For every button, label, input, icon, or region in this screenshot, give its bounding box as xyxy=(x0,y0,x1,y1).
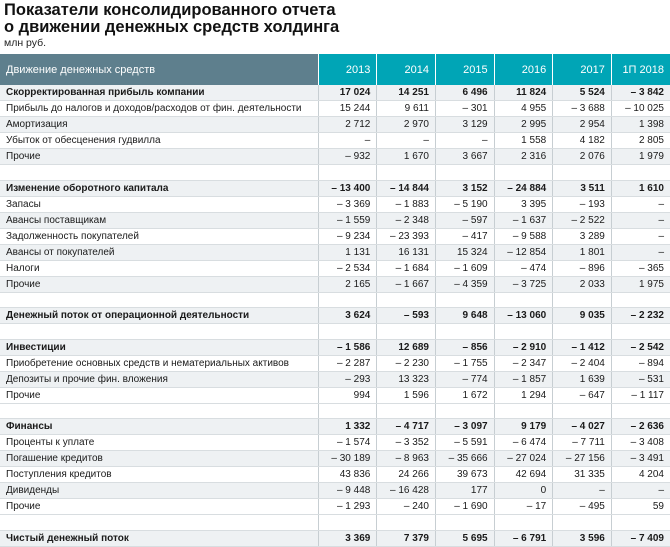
spacer-cell xyxy=(0,324,318,340)
value-cell: – 3 725 xyxy=(494,276,553,292)
value-cell: 43 836 xyxy=(318,467,377,483)
spacer-cell xyxy=(0,292,318,308)
row-label: Убыток от обесценения гудвилла xyxy=(0,133,318,149)
section-total-row xyxy=(0,339,670,355)
value-cell: – 1 637 xyxy=(494,212,553,228)
value-cell: – 4 027 xyxy=(553,419,612,435)
value-cell: – 7 711 xyxy=(553,435,612,451)
value-cell: – 14 844 xyxy=(377,180,436,196)
spacer-cell xyxy=(553,165,612,181)
value-cell: 1 670 xyxy=(377,149,436,165)
value-cell: – 2 347 xyxy=(494,355,553,371)
spacer-cell xyxy=(377,403,436,419)
value-cell: 59 xyxy=(611,499,670,515)
value-cell: 1 639 xyxy=(553,371,612,387)
value-cell: 9 611 xyxy=(377,101,436,117)
spacer-cell xyxy=(318,403,377,419)
value-cell: – 16 428 xyxy=(377,483,436,499)
table-row xyxy=(0,483,670,499)
spacer-cell xyxy=(611,324,670,340)
table-row xyxy=(0,244,670,260)
row-label: Прибыль до налогов и доходов/расходов от фин. деятельности xyxy=(0,101,318,117)
value-cell: 2 165 xyxy=(318,276,377,292)
value-cell: 4 955 xyxy=(494,101,553,117)
value-cell: – xyxy=(611,483,670,499)
spacer-cell xyxy=(553,515,612,531)
title-line-1: Показатели консолидированного отчета xyxy=(4,1,336,19)
value-cell: – 6 474 xyxy=(494,435,553,451)
table-row xyxy=(0,133,670,149)
value-cell: 9 648 xyxy=(435,308,494,324)
value-cell: – 3 491 xyxy=(611,451,670,467)
spacer-cell xyxy=(435,292,494,308)
value-cell: – xyxy=(611,196,670,212)
value-cell: 1 672 xyxy=(435,387,494,403)
value-cell: – 3 408 xyxy=(611,435,670,451)
value-cell: – 30 189 xyxy=(318,451,377,467)
value-cell: 6 496 xyxy=(435,85,494,101)
value-cell: 11 824 xyxy=(494,85,553,101)
row-label: Прочие xyxy=(0,276,318,292)
spacer-cell xyxy=(611,165,670,181)
value-cell: – 2 534 xyxy=(318,260,377,276)
value-cell: – 932 xyxy=(318,149,377,165)
value-cell: 24 266 xyxy=(377,467,436,483)
column-header-2014: 2014 xyxy=(377,54,436,85)
value-cell: – 2 636 xyxy=(611,419,670,435)
value-cell: 2 316 xyxy=(494,149,553,165)
spacer-row xyxy=(0,165,670,181)
spacer-row xyxy=(0,515,670,531)
value-cell: 3 667 xyxy=(435,149,494,165)
table-row xyxy=(0,355,670,371)
value-cell: – 9 234 xyxy=(318,228,377,244)
value-cell: – 301 xyxy=(435,101,494,117)
value-cell: – 1 857 xyxy=(494,371,553,387)
value-cell: – 27 156 xyxy=(553,451,612,467)
value-cell: – 193 xyxy=(553,196,612,212)
table-row xyxy=(0,371,670,387)
value-cell: – 5 591 xyxy=(435,435,494,451)
value-cell: 42 694 xyxy=(494,467,553,483)
value-cell: – 35 666 xyxy=(435,451,494,467)
value-cell: – xyxy=(318,133,377,149)
spacer-cell xyxy=(494,515,553,531)
value-cell: 1 294 xyxy=(494,387,553,403)
row-label: Денежный поток от операционной деятельности xyxy=(0,308,318,324)
value-cell: 177 xyxy=(435,483,494,499)
value-cell: – 2 404 xyxy=(553,355,612,371)
value-cell: – 647 xyxy=(553,387,612,403)
spacer-cell xyxy=(494,403,553,419)
spacer-cell xyxy=(318,515,377,531)
value-cell: – 1 755 xyxy=(435,355,494,371)
value-cell: – 5 190 xyxy=(435,196,494,212)
value-cell: 1 975 xyxy=(611,276,670,292)
row-label: Амортизация xyxy=(0,117,318,133)
spacer-cell xyxy=(318,324,377,340)
value-cell: – 2 542 xyxy=(611,339,670,355)
value-cell: 1 558 xyxy=(494,133,553,149)
spacer-cell xyxy=(377,292,436,308)
table-row xyxy=(0,196,670,212)
value-cell: – 1 684 xyxy=(377,260,436,276)
value-cell: – 3 688 xyxy=(553,101,612,117)
value-cell: 3 596 xyxy=(553,531,612,547)
row-label: Запасы xyxy=(0,196,318,212)
value-cell: 39 673 xyxy=(435,467,494,483)
value-cell: – 10 025 xyxy=(611,101,670,117)
section-total-row xyxy=(0,308,670,324)
spacer-cell xyxy=(318,165,377,181)
row-label: Финансы xyxy=(0,419,318,435)
spacer-cell xyxy=(318,292,377,308)
value-cell: 4 182 xyxy=(553,133,612,149)
value-cell: 1 801 xyxy=(553,244,612,260)
value-cell: – 1 117 xyxy=(611,387,670,403)
value-cell: – 4 359 xyxy=(435,276,494,292)
spacer-row xyxy=(0,292,670,308)
value-cell: – 2 287 xyxy=(318,355,377,371)
value-cell: – 593 xyxy=(377,308,436,324)
row-label: Прочие xyxy=(0,387,318,403)
spacer-cell xyxy=(0,165,318,181)
value-cell: 3 395 xyxy=(494,196,553,212)
table-row xyxy=(0,101,670,117)
spacer-cell xyxy=(435,403,494,419)
value-cell: 2 805 xyxy=(611,133,670,149)
value-cell: 994 xyxy=(318,387,377,403)
unit-label: млн руб. xyxy=(4,37,47,49)
value-cell: – 27 024 xyxy=(494,451,553,467)
spacer-row xyxy=(0,403,670,419)
value-cell: – xyxy=(553,483,612,499)
value-cell: 31 335 xyxy=(553,467,612,483)
value-cell: 2 076 xyxy=(553,149,612,165)
spacer-cell xyxy=(494,292,553,308)
row-label: Проценты к уплате xyxy=(0,435,318,451)
value-cell: 2 995 xyxy=(494,117,553,133)
value-cell: – 1 883 xyxy=(377,196,436,212)
value-cell: 0 xyxy=(494,483,553,499)
column-header-1h-2018: 1П 2018 xyxy=(611,54,670,85)
row-label: Приобретение основных средств и нематериальных активов xyxy=(0,355,318,371)
row-label: Прочие xyxy=(0,149,318,165)
value-cell: – 3 352 xyxy=(377,435,436,451)
cash-flow-table xyxy=(0,54,670,547)
value-cell: 1 596 xyxy=(377,387,436,403)
row-label: Авансы поставщикам xyxy=(0,212,318,228)
value-cell: – 3 097 xyxy=(435,419,494,435)
spacer-cell xyxy=(435,165,494,181)
value-cell: – 774 xyxy=(435,371,494,387)
column-header-2017: 2017 xyxy=(553,54,612,85)
value-cell: – 474 xyxy=(494,260,553,276)
value-cell: 16 131 xyxy=(377,244,436,260)
row-label: Авансы от покупателей xyxy=(0,244,318,260)
row-label: Депозиты и прочие фин. вложения xyxy=(0,371,318,387)
value-cell: 2 954 xyxy=(553,117,612,133)
value-cell: – 293 xyxy=(318,371,377,387)
value-cell: 1 610 xyxy=(611,180,670,196)
value-cell: – xyxy=(611,244,670,260)
row-label: Дивиденды xyxy=(0,483,318,499)
row-label: Прочие xyxy=(0,499,318,515)
spacer-cell xyxy=(0,403,318,419)
spacer-cell xyxy=(435,324,494,340)
spacer-cell xyxy=(494,165,553,181)
value-cell: – 24 884 xyxy=(494,180,553,196)
value-cell: 7 379 xyxy=(377,531,436,547)
value-cell: 15 244 xyxy=(318,101,377,117)
section-total-row xyxy=(0,180,670,196)
row-label: Изменение оборотного капитала xyxy=(0,180,318,196)
table-row xyxy=(0,228,670,244)
value-cell: – 856 xyxy=(435,339,494,355)
value-cell: 5 695 xyxy=(435,531,494,547)
value-cell: – 531 xyxy=(611,371,670,387)
value-cell: 14 251 xyxy=(377,85,436,101)
row-label: Чистый денежный поток xyxy=(0,531,318,547)
spacer-cell xyxy=(611,403,670,419)
value-cell: 17 024 xyxy=(318,85,377,101)
value-cell: – 12 854 xyxy=(494,244,553,260)
column-header-2013: 2013 xyxy=(318,54,377,85)
value-cell: 4 204 xyxy=(611,467,670,483)
row-label: Налоги xyxy=(0,260,318,276)
column-header-2016: 2016 xyxy=(494,54,553,85)
value-cell: 1 979 xyxy=(611,149,670,165)
value-cell: – xyxy=(611,228,670,244)
spacer-cell xyxy=(611,515,670,531)
value-cell: – 17 xyxy=(494,499,553,515)
value-cell: – 1 293 xyxy=(318,499,377,515)
page-title xyxy=(4,2,664,36)
section-total-row xyxy=(0,85,670,101)
value-cell: – 894 xyxy=(611,355,670,371)
value-cell: – 2 230 xyxy=(377,355,436,371)
spacer-cell xyxy=(377,324,436,340)
value-cell: 2 033 xyxy=(553,276,612,292)
value-cell: 15 324 xyxy=(435,244,494,260)
table-header-row xyxy=(0,54,670,85)
value-cell: 3 289 xyxy=(553,228,612,244)
spacer-cell xyxy=(611,292,670,308)
section-total-row xyxy=(0,419,670,435)
value-cell: – 9 588 xyxy=(494,228,553,244)
value-cell: – 13 060 xyxy=(494,308,553,324)
value-cell: – 7 409 xyxy=(611,531,670,547)
spacer-cell xyxy=(553,292,612,308)
spacer-row xyxy=(0,324,670,340)
value-cell: – 896 xyxy=(553,260,612,276)
value-cell: – 2 522 xyxy=(553,212,612,228)
row-label: Инвестиции xyxy=(0,339,318,355)
value-cell: 3 129 xyxy=(435,117,494,133)
value-cell: 13 323 xyxy=(377,371,436,387)
value-cell: 9 179 xyxy=(494,419,553,435)
column-header-label: Движение денежных средств xyxy=(0,54,318,85)
value-cell: – 1 574 xyxy=(318,435,377,451)
value-cell: – 1 559 xyxy=(318,212,377,228)
value-cell: – 1 586 xyxy=(318,339,377,355)
table-row xyxy=(0,276,670,292)
table-row xyxy=(0,212,670,228)
value-cell: 9 035 xyxy=(553,308,612,324)
value-cell: 2 970 xyxy=(377,117,436,133)
value-cell: 3 152 xyxy=(435,180,494,196)
table-row xyxy=(0,499,670,515)
spacer-cell xyxy=(377,165,436,181)
table-body xyxy=(0,85,670,547)
table-row xyxy=(0,451,670,467)
value-cell: 1 131 xyxy=(318,244,377,260)
title-line-2: о движении денежных средств холдинга xyxy=(4,18,340,36)
value-cell: – 2 348 xyxy=(377,212,436,228)
table-row xyxy=(0,117,670,133)
value-cell: – 240 xyxy=(377,499,436,515)
value-cell: – 13 400 xyxy=(318,180,377,196)
value-cell: – 597 xyxy=(435,212,494,228)
spacer-cell xyxy=(377,515,436,531)
value-cell: – 3 842 xyxy=(611,85,670,101)
value-cell: – xyxy=(377,133,436,149)
value-cell: – 1 412 xyxy=(553,339,612,355)
table-row xyxy=(0,149,670,165)
value-cell: 3 624 xyxy=(318,308,377,324)
row-label: Погашение кредитов xyxy=(0,451,318,467)
value-cell: 1 332 xyxy=(318,419,377,435)
value-cell: – 2 232 xyxy=(611,308,670,324)
value-cell: – 495 xyxy=(553,499,612,515)
value-cell: 3 369 xyxy=(318,531,377,547)
value-cell: – 2 910 xyxy=(494,339,553,355)
column-header-2015: 2015 xyxy=(435,54,494,85)
value-cell: – 9 448 xyxy=(318,483,377,499)
value-cell: – 23 393 xyxy=(377,228,436,244)
value-cell: 1 398 xyxy=(611,117,670,133)
spacer-cell xyxy=(0,515,318,531)
value-cell: 2 712 xyxy=(318,117,377,133)
value-cell: 5 524 xyxy=(553,85,612,101)
value-cell: 3 511 xyxy=(553,180,612,196)
value-cell: – 1 690 xyxy=(435,499,494,515)
table-row xyxy=(0,387,670,403)
table-row xyxy=(0,260,670,276)
row-label: Задолженность покупателей xyxy=(0,228,318,244)
row-label: Скорректированная прибыль компании xyxy=(0,85,318,101)
value-cell: – 8 963 xyxy=(377,451,436,467)
value-cell: 12 689 xyxy=(377,339,436,355)
value-cell: – 4 717 xyxy=(377,419,436,435)
spacer-cell xyxy=(553,403,612,419)
value-cell: – xyxy=(435,133,494,149)
value-cell: – 365 xyxy=(611,260,670,276)
value-cell: – 3 369 xyxy=(318,196,377,212)
value-cell: – 1 609 xyxy=(435,260,494,276)
value-cell: – 1 667 xyxy=(377,276,436,292)
spacer-cell xyxy=(553,324,612,340)
table-row xyxy=(0,467,670,483)
spacer-cell xyxy=(435,515,494,531)
table-row xyxy=(0,435,670,451)
value-cell: – 417 xyxy=(435,228,494,244)
spacer-cell xyxy=(494,324,553,340)
value-cell: – xyxy=(611,212,670,228)
value-cell: – 6 791 xyxy=(494,531,553,547)
row-label: Поступления кредитов xyxy=(0,467,318,483)
section-total-row xyxy=(0,531,670,547)
